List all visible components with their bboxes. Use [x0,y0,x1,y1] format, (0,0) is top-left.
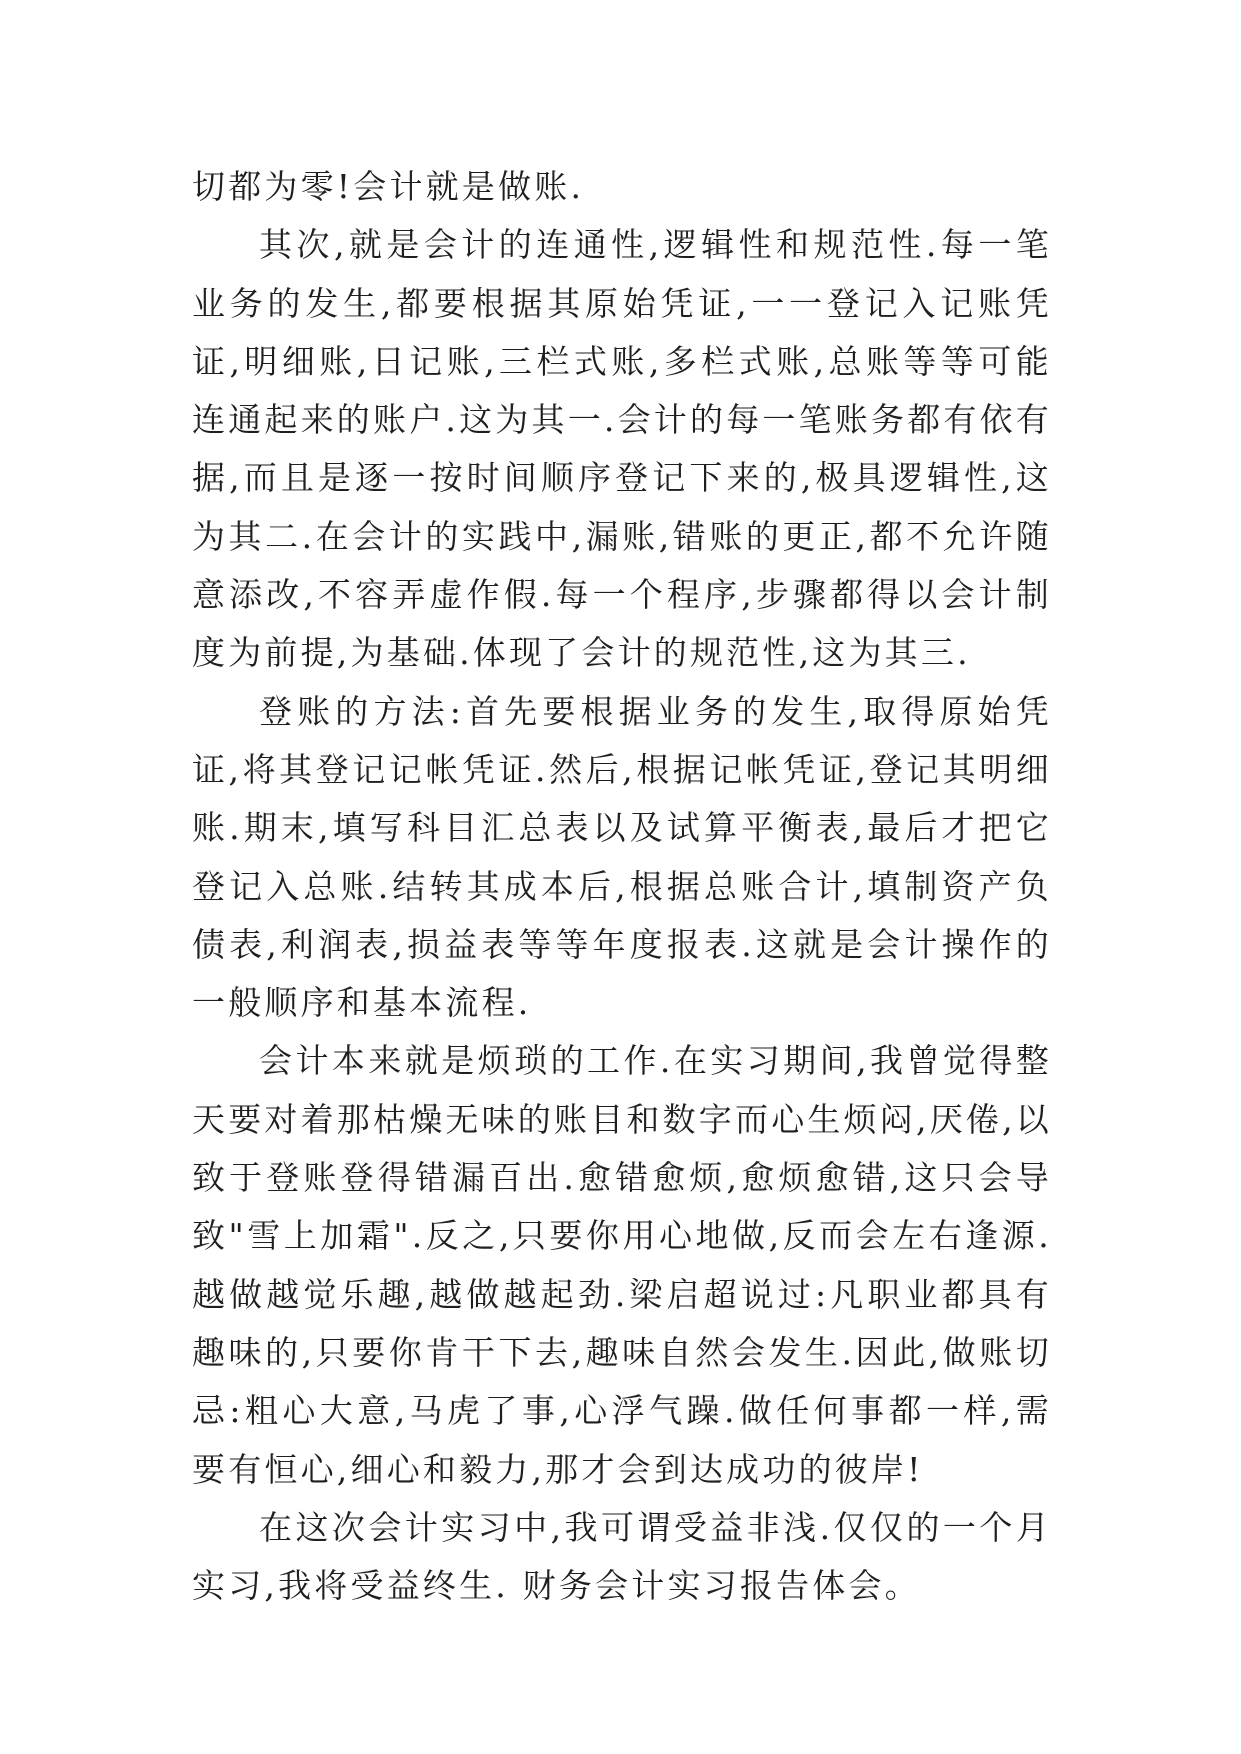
document-body [192,158,1052,1615]
paragraph-conclusion: 在这次会计实习中,我可谓受益非浅.仅仅的一个月实习,我将受益终生. 财务会计实习报告体会。 [192,1507,1052,1606]
paragraph-bookkeeping-method: 登账的方法:首先要根据业务的发生,取得原始凭证,将其登记记帐凭证.然后,根据记帐凭证,登记其明细账.期末,填写科目汇总表以及试算平衡表,最后才把它登记入总账.结转其成本后,根据总账合计,填制资产负债表,利润表,损益表等等年度报表.这就是会计操作的一般顺序和基本流程. [192,691,1052,1023]
paragraph-continuity-logic-standards: 其次,就是会计的连通性,逻辑性和规范性.每一笔业务的发生,都要根据其原始凭证,一一登记入记账凭证,明细账,日记账,三栏式账,多栏式账,总账等等可能连通起来的账户.这为其一.会计的每一笔账务都有依有据,而且是逐一按时间顺序登记下来的,极具逻辑性,这为其二.在会计的实践中,漏账,错账的更正,都不允许随意添改,不容弄虚作假.每一个程序,步骤都得以会计制度为前提,为基础.体现了会计的规范性,这为其三. [192,225,1052,673]
paragraph-work-attitude: 会计本来就是烦琐的工作.在实习期间,我曾觉得整天要对着那枯燥无味的账目和数字而心生烦闷,厌倦,以致于登账登得错漏百出.愈错愈烦,愈烦愈错,这只会导致"雪上加霜".反之,只要你用心地做,反而会左右逢源.越做越觉乐趣,越做越起劲.梁启超说过:凡职业都具有趣味的,只要你肯干下去,趣味自然会发生.因此,做账切忌:粗心大意,马虎了事,心浮气躁.做任何事都一样,需要有恒心,细心和毅力,那才会到达成功的彼岸! [192,1041,1052,1489]
paragraph-continuation: 切都为零!会计就是做账. [192,167,585,206]
